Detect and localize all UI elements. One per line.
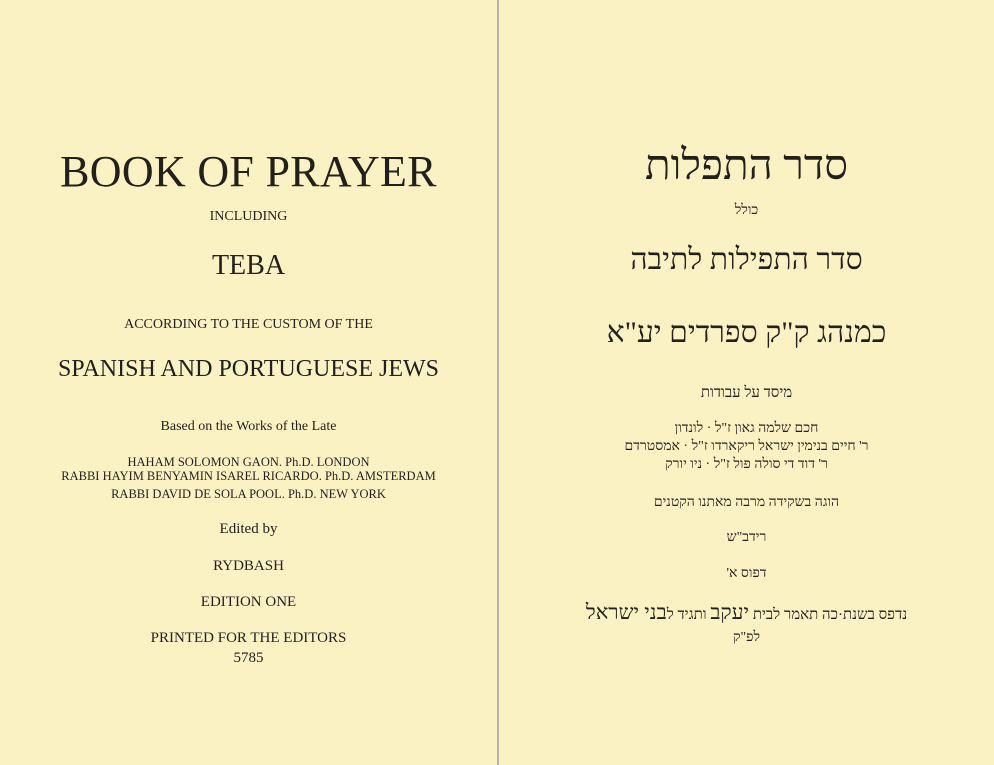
hebrew-printed-emphasis: יעקב	[710, 600, 750, 624]
hebrew-proofread: הוגה בשקידה מרבה מאתנו הקטנים	[653, 495, 840, 510]
hebrew-subtitle: סדר התפילות לתיבה	[630, 243, 863, 276]
hebrew-edition: דפוס א'	[726, 566, 767, 581]
hebrew-author: ר' דוד די סולה פול ז"ל · ניו יורק	[665, 457, 828, 472]
english-author: HAHAM SOLOMON GAON. Ph.D. LONDON	[127, 455, 370, 469]
english-according-label: ACCORDING TO THE CUSTOM OF THE	[124, 317, 373, 332]
hebrew-based-on: מיסד על עבודות	[700, 385, 793, 401]
hebrew-printed-emphasis: בני ישראל	[585, 600, 667, 624]
english-editor: RYDBASH	[213, 558, 284, 574]
hebrew-title: סדר התפלות	[644, 143, 848, 189]
hebrew-year: לפ"ק	[732, 630, 761, 645]
hebrew-custom: כמנהג ק"ק ספרדים יע"א	[606, 316, 887, 349]
english-community: SPANISH AND PORTUGUESE JEWS	[57, 356, 440, 382]
hebrew-printed-middle: ותגיד ל	[666, 607, 707, 623]
hebrew-author: חכם שלמה גאון ז"ל · לונדון	[674, 421, 819, 436]
hebrew-author: ר' חיים בנימין ישראל ריקארדו ז"ל · אמסטרדם	[624, 439, 869, 454]
english-subtitle: TEBA	[211, 250, 286, 281]
right-page-hebrew	[499, 0, 994, 765]
hebrew-editor: רידב"ש	[726, 530, 767, 545]
hebrew-including-label: כולל	[734, 203, 759, 218]
english-author: RABBI DAVID DE SOLA POOL. Ph.D. NEW YORK	[111, 487, 386, 501]
hebrew-printed-prefix: נדפס בשנת·כה תאמר לבית	[752, 607, 908, 623]
english-including-label: INCLUDING	[209, 209, 288, 224]
english-based-on: Based on the Works of the Late	[160, 419, 337, 434]
english-title: BOOK OF PRAYER	[60, 147, 437, 196]
english-edition: EDITION ONE	[200, 594, 297, 610]
english-printed-for: PRINTED FOR THE EDITORS	[150, 630, 347, 646]
english-author: RABBI HAYIM BENYAMIN ISAREL RICARDO. Ph.D. AMSTERDAM	[61, 469, 436, 483]
hebrew-printed-line	[499, 602, 994, 623]
english-edited-by: Edited by	[219, 521, 278, 537]
english-year: 5785	[233, 650, 264, 666]
